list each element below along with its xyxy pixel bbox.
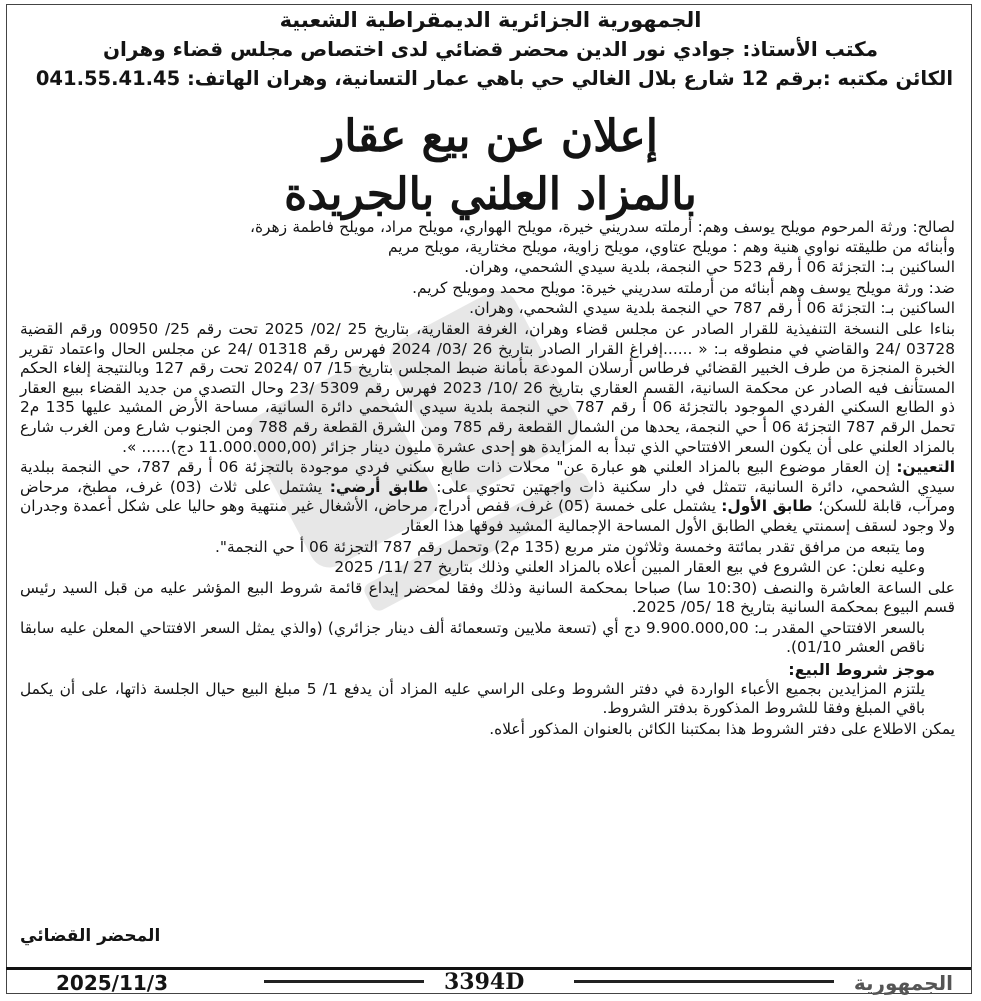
designation-label: التعيين: [896, 458, 955, 477]
condition-consultation: يمكن الاطلاع على دفتر الشروط هذا بمكتبنا الكائن بالعنوان المذكور أعلاه. [489, 719, 955, 738]
plaintiffs-paragraph: لصالح: ورثة المرحوم مويلح يوسف وهم: أرملته سدريني خيرة، مويلح الهواري، مويلح مراد، مويلح فاطمة زهرة، وأبنائه من طليقته نواوي هنية وهم : مويلح عتاوي، مويلح زاوية، مويلح مختارية، مويلح مريم [250, 218, 955, 256]
republic-heading: الجمهورية الجزائرية الديمقراطية الشعبية [279, 8, 702, 32]
annexes-paragraph: وما يتبعه من مرافق تقدر بمائتة وخمسة وثلاثون متر مربع (135 م2) وتحمل رقم 787 التجزئة 06 أ حي النجمة". [214, 537, 925, 556]
footer-bar-right [574, 980, 834, 983]
first-floor-label: طابق الأول: [721, 497, 819, 516]
notice-code: 3394D [444, 969, 525, 995]
address-text: الكائن مكتبه :برقم 12 شارع بلال الغالي حي باهي عمار التسانية، وهران الهاتف: [187, 67, 953, 90]
bailiff-signature: المحضر القضائي [20, 926, 161, 946]
defendants-paragraph: ضد: ورثة مويلح يوسف وهم أبنائه من أرملته سدريني خيرة: مويلح محمد ومويلح كريم. [412, 278, 955, 297]
defendants-address: الساكنين بـ: التجزئة 06 أ رقم 787 حي النجمة بلدية سيدي الشحمي، وهران. [469, 299, 955, 318]
plaintiffs-address: الساكنين بـ: التجزئة 06 أ رقم 523 حي النجمة، بلدية سيدي الشحمي، وهران. [464, 258, 955, 277]
title-line-1: إعلان عن بيع عقار [323, 111, 658, 162]
footer-bar-left [264, 980, 424, 983]
conditions-title: موجز شروط البيع: [788, 660, 935, 680]
issue-date: 2025/11/3 [56, 971, 169, 995]
notice-body [20, 218, 955, 740]
ground-floor-label: طابق أرضي: [329, 477, 437, 496]
judgment-paragraph: بناءا على النسخة التنفيذية للقرار الصادر عن مجلس قضاء وهران، الغرفة العقارية، بتاريخ 25 /02/ 2025 تحت رقم 25/ 00950 ورقم القضية 03728 /24 والقاضي في منطوقه بـ: « ......إفراغ القرار الصادر بتاريخ 26 /03/ 2024 فهرس رقم 01318 /24 عن مجلس الحال واعتماد تقرير الخبرة المنجزة من طرف الخبير القضائي فرطاس أرسلان المودعة بأمانة ضبط المجلس بتاريخ 15/ 07 /2024 تحت رقم 127 وبالنتيجة إلغاء الحكم المستأنف فيه الصادر عن محكمة السانية، القسم العقاري بتاريخ 26 /10/ 2023 فهرس رقم 5309 /23 وحال التصدي من جديد القضاء ببيع العقار ذو الطابع السكني الفردي الموجود بالتجزئة 06 أ رقم 787 حي النجمة بلدية سيدي الشحمي دائرة السانية، مساحة الأرض المشيد عليها 135 م2 تحمل الرقم 787 التجزئة 06 أ حي النجمة، يحدها من الشمال القطعة رقم 785 ومن الشرق القطعة رقم 788 ومن الجنوب شارع ومن الغرب شارع بالمزاد العلني على أن يكون السعر الافتتاحي الذي تبدأ به المزايدة هو إحدى عشرة مليون دينار جزائر (11.000.000,00 دج)...... ». [20, 319, 956, 456]
address-line [0, 64, 981, 93]
designation-text: إن العقار موضوع البيع بالمزاد العلني هو عبارة عن" محلات ذات طابع سكني فردي موجودة بالتجزئة 06 أ رقم 787، حي النجمة ببلدية سيدي الشحمي، دائرة السانية، تتمثل في دار سكنية ذات واجهتين تحتوي على: [20, 458, 955, 496]
designation-paragraph [20, 458, 955, 536]
newspaper-logo: الجمهورية [853, 971, 953, 995]
announcement-paragraph: وعليه نعلن: عن الشروع في بيع العقار المبين أعلاه بالمزاد العلني وذلك بتاريخ 27 /11/ 2025 [334, 558, 925, 577]
title-line-2: بالمزاد العلني بالجريدة [284, 169, 697, 220]
notice-header [0, 6, 981, 93]
ground-floor-text: يشتمل على ثلاث (03) غرف، مطبخ، مرحاض ومرآب، قابلة للسكن؛ [20, 477, 956, 516]
notice-title [0, 108, 981, 224]
session-paragraph: على الساعة العاشرة والنصف (10:30 سا) صباحا بمحكمة السانية وذلك وفقا لمحضر إيداع قائمة شروط البيع المؤشر عليه من قبل السيد رئيس قسم البيوع بمحكمة السانية بتاريخ 18 /05/ 2025. [20, 578, 955, 617]
condition-payment: يلتزم المزايدين بجميع الأعباء الواردة في دفتر الشروط وعلى الراسي عليه المزاد أن يدفع 1/ 5 مبلغ البيع حيال الجلسة ذاتها، على أن يكمل باقي المبلغ وفقا للشروط المذكورة بدفتر الشروط. [20, 679, 926, 718]
page-footer [14, 967, 967, 995]
office-line: مكتب الأستاذ: جوادي نور الدين محضر قضائي لدى اختصاص مجلس قضاء وهران [102, 37, 879, 61]
phone-number: 041.55.41.45 [35, 67, 181, 90]
opening-price-paragraph: بالسعر الافتتاحي المقدر بـ: 9.900.000,00 دج أي (تسعة ملايين وتسعمائة ألف دينار جزائري) (والذي يمثل السعر الافتتاحي المعلن عليه سابقا ناقص العشر 01/10). [20, 618, 925, 657]
first-floor-text: يشتمل على خمسة (05) غرف، قفص أدراج، مرحاض، الأشغال غير منتهية وهو حاليا على شكل أعمدة وجدران ولا وجود لسقف إسمنتي يغطي الطابق الأول المساحة الإجمالية المشيد فوقها هذا العقار [20, 497, 955, 535]
